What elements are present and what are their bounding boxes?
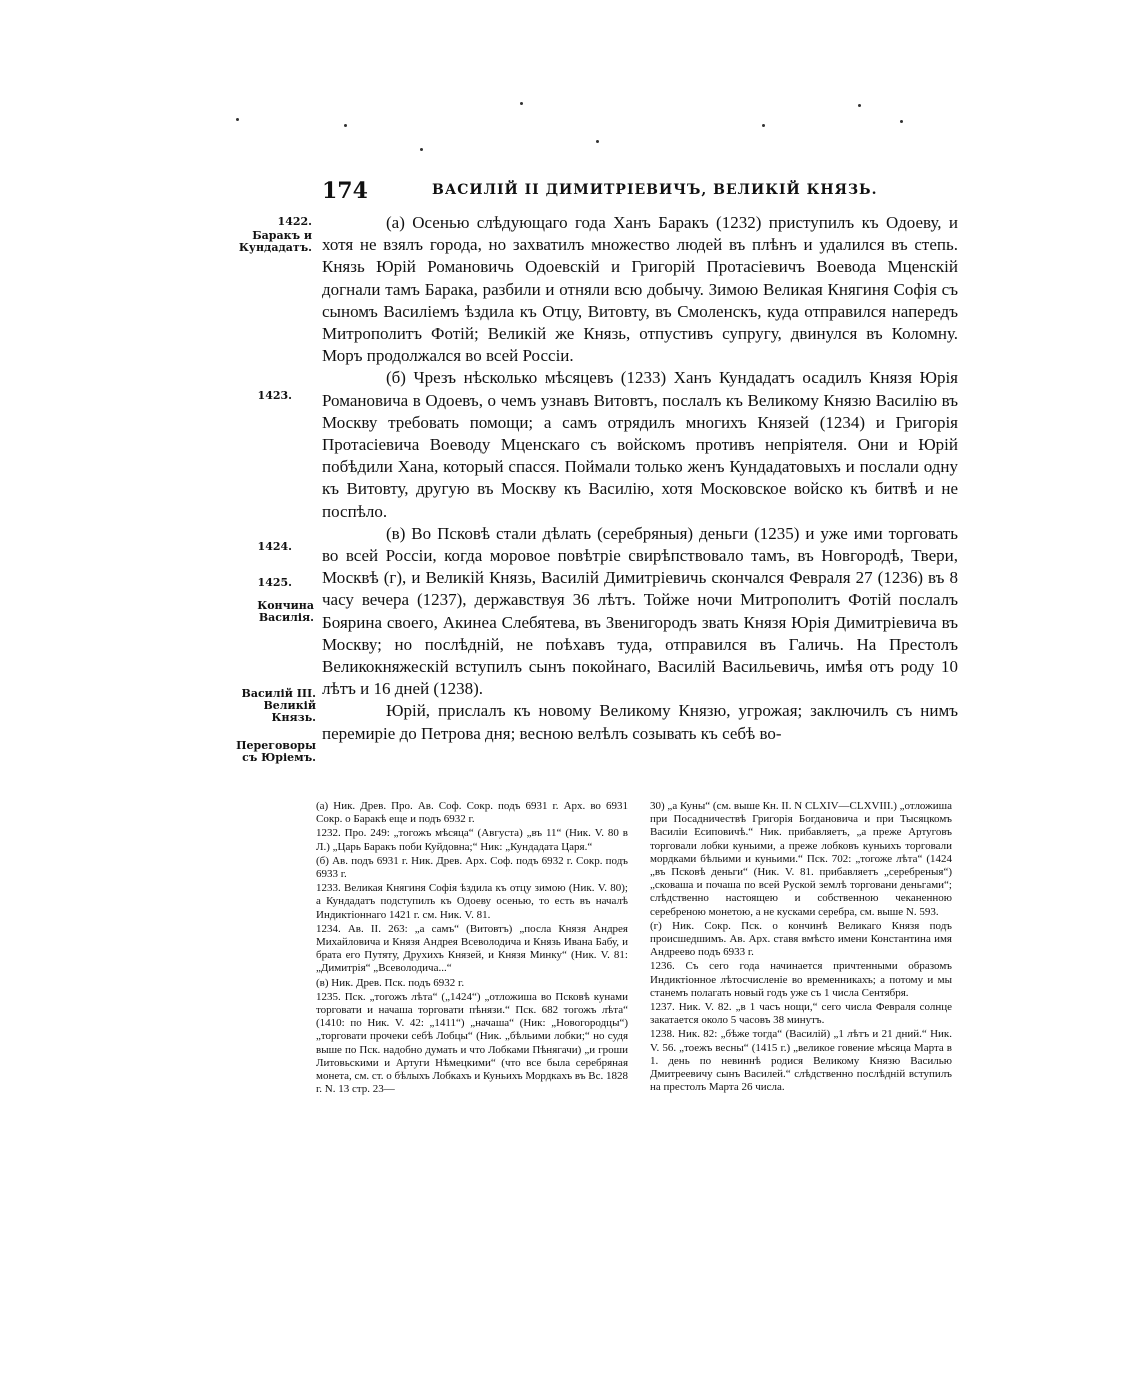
paragraph-a: (а) Осенью слѣдующаго года Ханъ Баракъ (1232) приступилъ къ Одоеву, и хотя не взялъ города, но захватилъ множество людей въ плѣнъ и удалился въ степь. Князь Юрій Романовичь Одоевскій и Григорій Протасіевичъ Воевода Мценскій догнали тамъ Барака, разбили и отняли всю добычу. Зимою Великая Княгиня Софія съ сыномъ Василіемъ ѣздила къ Отцу, Витовту, въ Смоленскъ, куда отправился напередъ Митрополитъ Фотій; Великій же Князь, отпустивъ супругу, двинулся въ Коломну. Моръ продолжался во всей Россіи. xyxy=(322,213,958,366)
footnote: (а) Ник. Древ. Про. Ав. Соф. Сокр. подъ 6931 г. Арх. во 6931 Сокр. о Баракѣ еще и подъ 6932 г. xyxy=(316,800,628,826)
scan-speck xyxy=(236,118,239,121)
footnote: 1238. Ник. 82: „бѣже тогда“ (Василій) „1 лѣтъ и 21 дний.“ Ник. V. 56. „тоежъ весны“ (1415 г.) „великое говение мѣсяца Марта в 1. день по невиннѣ родися Великому Князю Василью Дмитреевичу сынъ Василей.“ слѣдственно послѣдній вступилъ на престолъ Марта 26 числа. xyxy=(650,1028,952,1094)
margin-year-1425: 1425. xyxy=(257,576,292,589)
scan-speck xyxy=(344,124,347,127)
page-header xyxy=(322,178,962,210)
page-number: 174 xyxy=(322,178,368,204)
scan-speck xyxy=(520,102,523,105)
paragraph-b: (б) Чрезъ нѣсколько мѣсяцевъ (1233) Ханъ Кундадатъ осадилъ Князя Юрія Романовича в Одоевъ, о чемъ узнавъ Витовтъ, послалъ къ Великому Князю Василію въ Москву требовать помощи; а самъ отрядилъ многихъ Князей (1234) и Григорія Протасіевича Воеводу Мценскаго съ войскомъ противъ непріятеля. Они и Юрій побѣдили Хана, который спасся. Поймали только женъ Кундадатовыхъ и послали одну къ Витовту, другую въ Москву къ Василію, хотя Московское войско къ битвѣ и не поспѣло. xyxy=(322,368,958,521)
paragraph-v: (в) Во Псковѣ стали дѣлать (серебряныя) деньги (1235) и уже ими торговать во всей Россіи, когда моровое повѣтріе свирѣпствовало тамъ, въ Новгородѣ, Твери, Москвѣ (г), и Великій Князь, Василій Димитріевичь скончался Февраля 27 (1236) въ 8 часу вечера (1237), державствуя 36 лѣтъ. Тойже ночи Митрополитъ Фотій послалъ Боярина своего, Акинеа Слебятева, въ Звенигородъ звать Князя Юрія Димитріевича въ Москву; но послѣдній, не поѣхавъ туда, отправился въ Галичь. На Престолъ Великокняжескій вступилъ сынъ покойнаго, Василій Васильевичь, имѣя отъ роду 10 лѣтъ и 16 дней (1238). xyxy=(322,523,958,699)
scan-speck xyxy=(900,120,903,123)
footnote: (б) Ав. подъ 6931 г. Ник. Древ. Арх. Соф. подъ 6932 г. Сокр. подъ 6933 г. xyxy=(316,854,628,881)
footnote: 30) „а Куны“ (см. выше Кн. II. N CLXIV—CLXVIII.) „отложиша при Посадничествѣ Григорія Богдановича и при Тысяцкомъ Василіи Есиповичѣ.“ Ник. прибавляетъ, „а преже Артуговъ торговали лобки куньими, а преже лобковъ куньихъ торговали мордками бѣльими и куньими.“ Пск. 702: „тогоже лѣта“ (1424 „въ Псковѣ деньги“ (Ник. V. 81. прибавляетъ „серебреныя“) „сковаша и почаша по всей Руской землѣ торговани деньгами“; слѣдственно настоящею и собственною чеканенною серебреною монетою, а не кусками серебра, см. выше N. 593. xyxy=(650,800,952,918)
scan-speck xyxy=(420,148,423,151)
footnote: 1235. Пск. „тогожъ лѣта“ („1424“) „отложиша во Псковѣ кунами торговати и начаша торговати пѣнязи.“ Пск. 682 тогожъ лѣта“ (1410: по Ник. V. 42: „1411“) „начаша“ (Ник: „Новогородцы“) „торговати прочеки себѣ Лобцы“ (Ник. „бѣльими лобки;“ но судя выше по Пск. надобно думать и что Лобками Пѣнягачи) „и гроши Литовьскими и Артуги Нѣмецкими“ (что все была серебряная монета, см. ст. о бѣлыхъ Лобкахъ и Куньихъ Мордкахъ въ Вс. 1828 г. N. 13 стр. 23— xyxy=(316,990,628,1096)
margin-year-1424: 1424. xyxy=(257,540,292,553)
footnote: 1232. Про. 249: „тогожъ мѣсяца“ (Августа) „въ 11“ (Ник. V. 80 в Л.) „Царь Баракъ поби Куйдовна;“ Ник: „Кундадата Царя.“ xyxy=(316,827,628,853)
footnote: 1233. Великая Княгиня Софія ѣздила къ отцу зимою (Ник. V. 80); а Кундадатъ подступилъ къ Одоеву осенью, то есть въ началѣ Индиктіоннаго 1421 г. см. Ник. V. 81. xyxy=(316,882,628,921)
footnotes-right-column xyxy=(650,800,952,1095)
margin-death-vasily: Кончина Василія. xyxy=(257,599,314,624)
footnotes-left-column xyxy=(316,800,628,1097)
paragraph-yuri: Юрій, прислалъ къ новому Великому Князю, угрожая; заключилъ съ нимъ перемиріе до Петрова дня; весною велѣлъ созывать къ себѣ во- xyxy=(322,701,958,743)
footnote: (г) Ник. Сокр. Пск. о кончинѣ Великаго Князя подъ происшедшимъ. Ав. Арх. ставя вмѣсто имени Константина имя Андреево подъ 6933 г. xyxy=(650,919,952,959)
scan-speck xyxy=(596,140,599,143)
scan-speck xyxy=(858,104,861,107)
margin-barak-kundadat: Баракъ и Кундадатъ. xyxy=(238,229,312,254)
margin-year-1423: 1423. xyxy=(257,389,292,402)
margin-vasily-iii: Василій III. Великій Князь. xyxy=(241,687,316,724)
margin-year-1422: 1422. xyxy=(277,215,312,228)
footnote: 1234. Ав. II. 263: „а самъ“ (Витовтъ) „посла Князя Андрея Михайловича и Князя Андрея Всеволодича и Князь Ивана Бабу, и брата его Путяту, Друхихъ Князей, и Князя Минку“ (Ник. V. 81: „Димитрія“ „Всеволодича...“ xyxy=(316,922,628,975)
running-head: ВАСИЛІЙ II ДИМИТРІЕВИЧЪ, ВЕЛИКІЙ КНЯЗЬ. xyxy=(432,182,878,198)
footnote: 1237. Ник. V. 82. „в 1 часъ нощи,“ сего числа Февраля солнце закатается около 5 часовъ 38 минутъ. xyxy=(650,1001,952,1027)
footnote: (в) Ник. Древ. Пск. подъ 6932 г. xyxy=(316,976,465,989)
main-text xyxy=(322,212,958,745)
scan-speck xyxy=(762,124,765,127)
footnote: 1236. Съ сего года начинается причтенными образомъ Индиктіонное лѣтосчисленіе во временникахъ; а потому и мы станемъ полагать новый годъ уже съ 1 числа Сентября. xyxy=(650,960,952,999)
margin-negotiations-yuri: Переговоры съ Юріемъ. xyxy=(236,739,316,764)
